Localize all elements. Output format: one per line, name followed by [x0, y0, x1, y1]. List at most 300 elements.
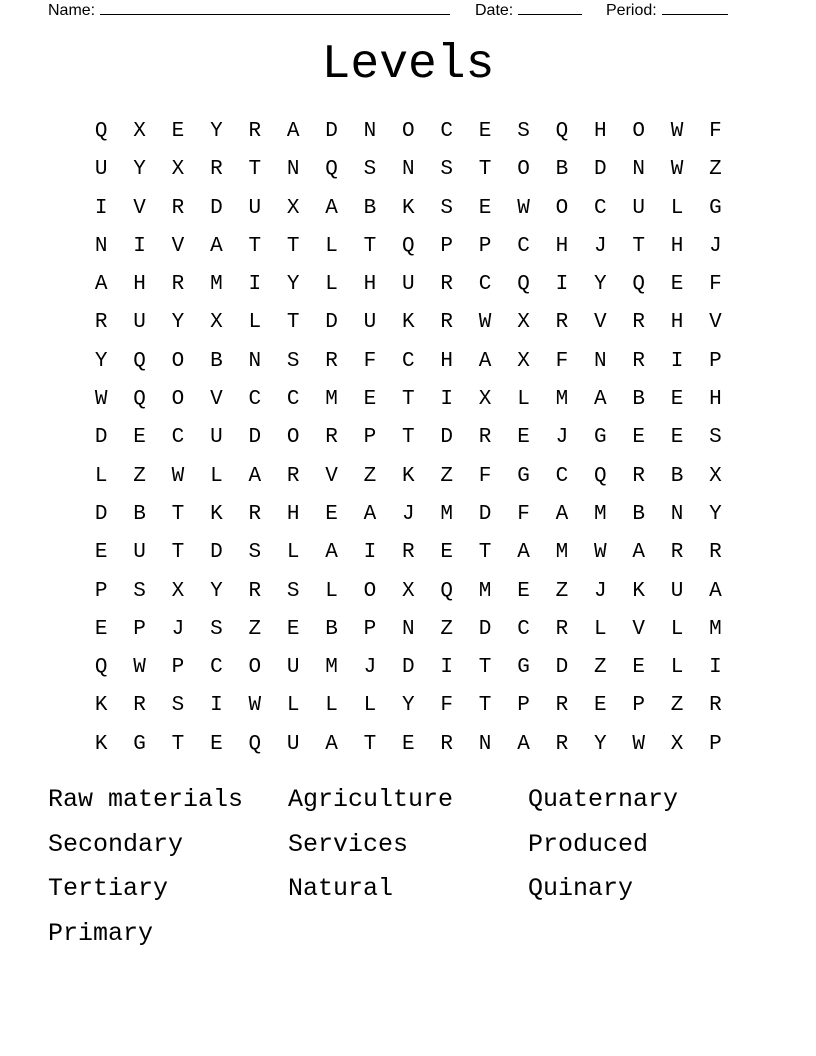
- grid-letter: R: [632, 311, 645, 335]
- grid-letter: D: [325, 311, 338, 335]
- grid-letter: E: [133, 426, 146, 450]
- grid-letter: R: [325, 349, 338, 373]
- grid-letter: V: [210, 388, 223, 412]
- grid-letter: R: [248, 120, 262, 143]
- grid-letter: N: [248, 349, 262, 373]
- grid-letter: F: [440, 694, 454, 718]
- grid-letter: U: [286, 732, 300, 756]
- grid-letter: C: [248, 388, 262, 412]
- grid-letter: E: [94, 617, 108, 641]
- grid-letter: O: [555, 196, 569, 220]
- grid-letter: R: [440, 732, 454, 756]
- grid-letter: H: [593, 120, 607, 143]
- grid-letter: Y: [286, 273, 300, 297]
- grid-letter: B: [210, 349, 223, 373]
- grid-letter: P: [478, 234, 492, 258]
- grid-letter: Z: [248, 617, 262, 641]
- date-field: [475, 0, 582, 20]
- grid-letter: N: [402, 617, 415, 641]
- grid-letter: D: [402, 656, 415, 680]
- grid-letter: V: [171, 234, 185, 258]
- name-field: [48, 0, 450, 20]
- grid-letter: L: [363, 694, 377, 718]
- grid-letter: J: [593, 579, 607, 603]
- grid-letter: Y: [402, 694, 415, 718]
- grid-letter: P: [709, 349, 722, 373]
- grid-letter: H: [440, 349, 454, 373]
- date-label: Date:: [475, 2, 514, 19]
- grid-letter: D: [593, 158, 607, 182]
- grid-letter: L: [286, 694, 300, 718]
- grid-letter: U: [210, 426, 223, 450]
- grid-letter: I: [440, 388, 454, 412]
- grid-letter: X: [517, 349, 530, 373]
- word-bank-item: Quinary: [528, 874, 634, 903]
- grid-letter: H: [709, 388, 722, 412]
- grid-letter: R: [555, 694, 569, 718]
- grid-letter: P: [709, 732, 722, 756]
- grid-letter: A: [94, 273, 108, 297]
- grid-letter: K: [632, 579, 645, 603]
- grid-letter: G: [709, 196, 722, 220]
- grid-letter: Z: [709, 158, 722, 182]
- grid-letter: W: [248, 694, 262, 718]
- grid-letter: A: [593, 388, 607, 412]
- grid-letter: L: [94, 464, 108, 488]
- grid-letter: R: [555, 617, 569, 641]
- grid-letter: D: [555, 656, 569, 680]
- grid-row: [82, 228, 735, 266]
- grid-letter: M: [478, 579, 492, 603]
- grid-letter: R: [248, 579, 262, 603]
- grid-letter: K: [402, 311, 415, 335]
- grid-letter: E: [517, 426, 530, 450]
- grid-letter: L: [210, 464, 223, 488]
- grid-letter: Z: [593, 656, 607, 680]
- grid-letter: Y: [210, 579, 223, 603]
- grid-letter: P: [94, 579, 108, 603]
- grid-letter: Y: [133, 158, 146, 182]
- grid-letter: R: [709, 541, 722, 565]
- grid-letter: C: [517, 234, 530, 258]
- grid-row: [82, 649, 735, 687]
- grid-letter: Q: [133, 349, 146, 373]
- grid-letter: Q: [440, 579, 454, 603]
- grid-letter: S: [286, 579, 300, 603]
- word-bank-row: [48, 916, 768, 961]
- grid-letter: B: [555, 158, 569, 182]
- grid-letter: H: [286, 502, 300, 526]
- grid-letter: R: [632, 464, 645, 488]
- grid-row: [82, 726, 735, 764]
- grid-letter: M: [709, 617, 722, 641]
- grid-letter: W: [593, 541, 607, 565]
- grid-letter: D: [94, 426, 108, 450]
- grid-letter: C: [440, 120, 454, 143]
- grid-letter: U: [248, 196, 262, 220]
- word-bank-item: Raw materials: [48, 785, 244, 814]
- grid-letter: R: [94, 311, 108, 335]
- grid-letter: S: [248, 541, 262, 565]
- grid-letter: E: [517, 579, 530, 603]
- grid-letter: Z: [440, 617, 454, 641]
- grid-letter: I: [363, 541, 377, 565]
- grid-letter: O: [402, 120, 415, 143]
- grid-letter: T: [478, 656, 492, 680]
- word-bank-item: Produced: [528, 829, 649, 859]
- grid-letter: X: [210, 311, 223, 335]
- grid-letter: X: [670, 732, 684, 756]
- grid-letter: Q: [133, 388, 146, 412]
- period-field: [606, 0, 728, 20]
- grid-letter: E: [632, 426, 645, 450]
- grid-letter: L: [325, 234, 338, 258]
- grid-letter: C: [286, 388, 300, 412]
- grid-letter: X: [478, 388, 492, 412]
- grid-letter: D: [210, 541, 223, 565]
- grid-letter: C: [517, 617, 530, 641]
- grid-letter: X: [709, 464, 722, 488]
- grid-letter: O: [363, 579, 377, 603]
- grid-letter: Q: [94, 120, 108, 143]
- word-bank-item: [288, 916, 528, 961]
- page-title: Levels: [321, 38, 495, 92]
- grid-letter: E: [670, 388, 684, 412]
- grid-letter: Y: [171, 311, 185, 335]
- grid-letter: S: [286, 349, 300, 373]
- grid-letter: Q: [632, 273, 645, 297]
- grid-letter: A: [210, 234, 223, 258]
- grid-letter: B: [632, 388, 645, 412]
- grid-letter: R: [171, 273, 185, 297]
- grid-letter: J: [402, 502, 415, 526]
- grid-letter: U: [94, 158, 108, 182]
- grid-letter: E: [94, 541, 108, 565]
- grid-letter: V: [632, 617, 645, 641]
- grid-letter: E: [440, 541, 454, 565]
- grid-letter: D: [325, 120, 338, 143]
- grid-letter: V: [325, 464, 338, 488]
- grid-letter: N: [593, 349, 607, 373]
- grid-letter: H: [670, 311, 684, 335]
- name-label: Name:: [48, 2, 96, 19]
- grid-letter: G: [517, 464, 530, 488]
- grid-letter: P: [517, 694, 530, 718]
- grid-letter: Q: [593, 464, 607, 488]
- grid-letter: M: [593, 502, 607, 526]
- grid-letter: Q: [248, 732, 262, 756]
- word-bank-item: Natural: [288, 874, 394, 903]
- grid-letter: P: [440, 234, 454, 258]
- grid-letter: W: [171, 464, 185, 488]
- grid-letter: Y: [593, 732, 607, 756]
- grid-letter: E: [670, 426, 684, 450]
- grid-letter: Q: [555, 120, 569, 143]
- grid-letter: Y: [593, 273, 607, 297]
- word-bank-row: [48, 782, 768, 827]
- grid-letter: N: [478, 732, 492, 756]
- word-bank-item: Tertiary: [48, 874, 169, 903]
- grid-letter: S: [709, 426, 722, 450]
- grid-letter: A: [517, 541, 530, 565]
- grid-letter: L: [325, 694, 338, 718]
- grid-letter: R: [670, 541, 684, 565]
- grid-letter: R: [402, 541, 415, 565]
- grid-letter: R: [440, 273, 454, 297]
- grid-letter: X: [133, 120, 146, 143]
- grid-letter: F: [363, 349, 377, 373]
- grid-letter: J: [363, 656, 377, 680]
- period-label: Period:: [606, 2, 657, 19]
- grid-letter: X: [171, 158, 185, 182]
- grid-letter: F: [517, 502, 530, 526]
- grid-letter: V: [709, 311, 722, 335]
- grid-row: [82, 458, 735, 496]
- grid-letter: I: [210, 694, 223, 718]
- grid-letter: S: [440, 196, 454, 220]
- grid-letter: U: [363, 311, 377, 335]
- grid-letter: N: [286, 158, 300, 182]
- grid-letter: T: [478, 541, 492, 565]
- grid-letter: S: [363, 158, 377, 182]
- grid-letter: J: [555, 426, 569, 450]
- grid-letter: N: [632, 158, 645, 182]
- grid-letter: U: [133, 311, 146, 335]
- grid-letter: F: [555, 349, 569, 373]
- grid-letter: R: [210, 158, 223, 182]
- grid-letter: X: [402, 579, 415, 603]
- grid-letter: Y: [94, 349, 108, 373]
- word-bank-row: [48, 871, 768, 916]
- grid-letter: I: [94, 196, 108, 220]
- grid-letter: E: [670, 273, 684, 297]
- grid-letter: A: [325, 732, 338, 756]
- grid-letter: N: [670, 502, 684, 526]
- word-bank-item: Secondary: [48, 829, 184, 859]
- grid-letter: H: [670, 234, 684, 258]
- grid-letter: E: [363, 388, 377, 412]
- grid-row: [82, 573, 735, 611]
- grid-letter: B: [363, 196, 377, 220]
- grid-letter: M: [325, 388, 338, 412]
- grid-letter: I: [555, 273, 569, 297]
- grid-letter: X: [517, 311, 530, 335]
- grid-letter: Z: [133, 464, 146, 488]
- period-blank-line: [662, 0, 728, 15]
- grid-letter: D: [478, 617, 492, 641]
- grid-letter: P: [133, 617, 146, 641]
- grid-letter: W: [133, 656, 146, 680]
- grid-letter: Z: [670, 694, 684, 718]
- grid-letter: T: [171, 541, 185, 565]
- grid-letter: Z: [555, 579, 569, 603]
- grid-letter: R: [555, 311, 569, 335]
- grid-letter: A: [286, 120, 300, 143]
- grid-letter: E: [593, 694, 607, 718]
- grid-letter: W: [478, 311, 492, 335]
- word-bank-row: [48, 827, 768, 872]
- grid-letter: C: [593, 196, 607, 220]
- grid-letter: T: [478, 158, 492, 182]
- grid-letter: I: [248, 273, 262, 297]
- grid-letter: P: [632, 694, 645, 718]
- grid-letter: M: [440, 502, 454, 526]
- grid-row: [82, 113, 735, 151]
- grid-letter: J: [593, 234, 607, 258]
- grid-letter: W: [632, 732, 645, 756]
- grid-letter: C: [210, 656, 223, 680]
- grid-letter: Z: [440, 464, 454, 488]
- word-bank-item: Agriculture: [288, 785, 454, 814]
- grid-letter: O: [171, 349, 185, 373]
- grid-letter: M: [555, 388, 569, 412]
- letter-grid: [82, 113, 735, 764]
- grid-letter: U: [286, 656, 300, 680]
- grid-letter: V: [133, 196, 146, 220]
- grid-letter: D: [94, 502, 108, 526]
- grid-letter: N: [363, 120, 377, 143]
- grid-letter: M: [210, 273, 223, 297]
- grid-letter: X: [286, 196, 300, 220]
- grid-letter: O: [171, 388, 185, 412]
- grid-letter: L: [670, 196, 684, 220]
- grid-letter: U: [133, 541, 146, 565]
- grid-letter: T: [248, 234, 262, 258]
- grid-letter: I: [670, 349, 684, 373]
- grid-letter: E: [171, 120, 185, 143]
- grid-letter: Y: [210, 120, 223, 143]
- grid-letter: C: [555, 464, 569, 488]
- grid-letter: O: [248, 656, 262, 680]
- grid-letter: A: [517, 732, 530, 756]
- grid-letter: D: [248, 426, 262, 450]
- grid-letter: B: [670, 464, 684, 488]
- word-bank-item: [528, 916, 768, 961]
- grid-letter: E: [632, 656, 645, 680]
- grid-letter: L: [325, 273, 338, 297]
- grid-letter: P: [171, 656, 185, 680]
- grid-letter: A: [478, 349, 492, 373]
- grid-letter: R: [286, 464, 300, 488]
- name-blank-line: [100, 0, 450, 15]
- grid-letter: R: [325, 426, 338, 450]
- grid-letter: J: [171, 617, 185, 641]
- grid-row: [82, 419, 735, 457]
- grid-letter: C: [402, 349, 415, 373]
- grid-letter: U: [632, 196, 645, 220]
- grid-letter: L: [593, 617, 607, 641]
- grid-letter: Q: [402, 234, 415, 258]
- grid-letter: D: [210, 196, 223, 220]
- grid-letter: T: [363, 234, 377, 258]
- grid-row: [82, 266, 735, 304]
- grid-letter: I: [133, 234, 146, 258]
- grid-letter: A: [632, 541, 645, 565]
- grid-letter: K: [94, 694, 108, 718]
- grid-letter: M: [555, 541, 569, 565]
- grid-row: [82, 534, 735, 572]
- date-blank-line: [518, 0, 582, 15]
- grid-letter: M: [325, 656, 338, 680]
- grid-letter: I: [709, 656, 722, 680]
- grid-letter: Q: [517, 273, 530, 297]
- grid-letter: B: [133, 502, 146, 526]
- grid-letter: L: [248, 311, 262, 335]
- grid-letter: H: [363, 273, 377, 297]
- word-bank-item: Services: [288, 829, 409, 859]
- grid-letter: W: [94, 388, 108, 412]
- grid-row: [82, 496, 735, 534]
- grid-letter: Q: [94, 656, 108, 680]
- grid-letter: R: [248, 502, 262, 526]
- grid-letter: V: [593, 311, 607, 335]
- grid-letter: A: [709, 579, 722, 603]
- grid-letter: X: [171, 579, 185, 603]
- grid-letter: L: [670, 656, 684, 680]
- grid-letter: G: [517, 656, 530, 680]
- grid-letter: A: [325, 541, 338, 565]
- grid-row: [82, 304, 735, 342]
- grid-letter: T: [248, 158, 262, 182]
- grid-letter: S: [171, 694, 185, 718]
- grid-letter: H: [133, 273, 146, 297]
- grid-letter: H: [555, 234, 569, 258]
- grid-letter: R: [555, 732, 569, 756]
- grid-row: [82, 381, 735, 419]
- grid-letter: G: [133, 732, 146, 756]
- grid-letter: U: [670, 579, 684, 603]
- grid-letter: T: [632, 234, 645, 258]
- grid-letter: T: [402, 388, 415, 412]
- grid-letter: T: [286, 234, 300, 258]
- grid-letter: R: [632, 349, 645, 373]
- grid-letter: F: [709, 120, 722, 143]
- grid-letter: Q: [325, 158, 338, 182]
- grid-letter: S: [517, 120, 530, 143]
- grid-letter: W: [670, 120, 684, 143]
- grid-letter: W: [517, 196, 530, 220]
- grid-letter: F: [709, 273, 722, 297]
- grid-letter: G: [593, 426, 607, 450]
- grid-letter: P: [363, 617, 377, 641]
- grid-letter: O: [632, 120, 645, 143]
- grid-letter: U: [402, 273, 415, 297]
- grid-letter: B: [632, 502, 645, 526]
- grid-letter: K: [94, 732, 108, 756]
- grid-row: [82, 190, 735, 228]
- grid-letter: T: [286, 311, 300, 335]
- grid-letter: K: [402, 464, 415, 488]
- grid-letter: B: [325, 617, 338, 641]
- grid-letter: O: [517, 158, 530, 182]
- grid-letter: S: [133, 579, 146, 603]
- worksheet-header: [48, 0, 768, 22]
- grid-row: [82, 151, 735, 189]
- grid-letter: K: [210, 502, 223, 526]
- grid-letter: C: [171, 426, 185, 450]
- grid-letter: D: [478, 502, 492, 526]
- grid-letter: T: [171, 502, 185, 526]
- grid-letter: R: [133, 694, 146, 718]
- grid-letter: A: [555, 502, 569, 526]
- grid-letter: E: [210, 732, 223, 756]
- grid-letter: L: [325, 579, 338, 603]
- grid-letter: Z: [363, 464, 377, 488]
- grid-letter: L: [670, 617, 684, 641]
- grid-letter: R: [478, 426, 492, 450]
- grid-letter: T: [171, 732, 185, 756]
- grid-letter: E: [402, 732, 415, 756]
